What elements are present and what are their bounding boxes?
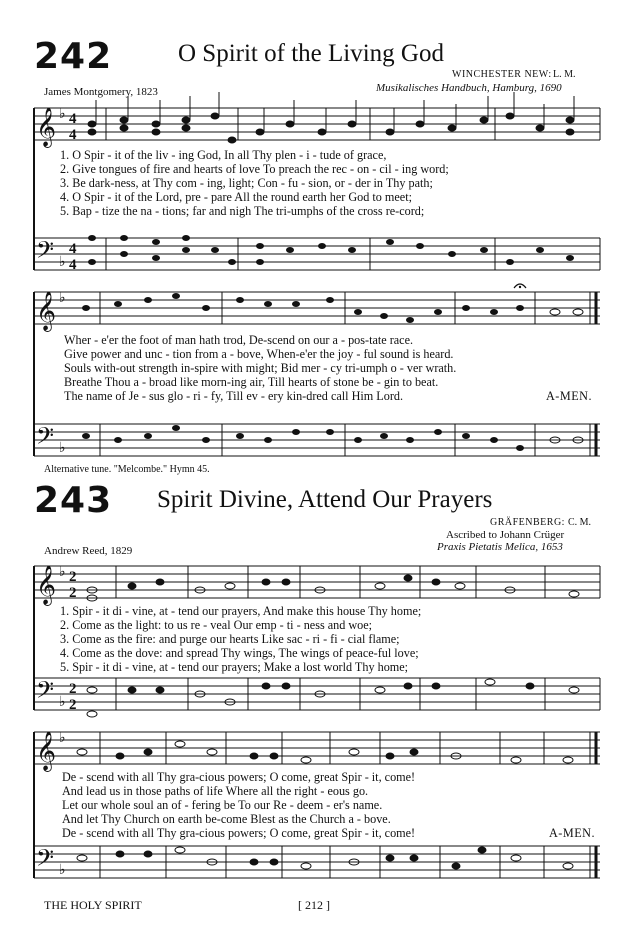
tune-source: Musikalisches Handbuch, Hamburg, 1690 [376, 82, 562, 94]
verse-line: De - scend with all Thy gra-cious powers; O come, great Spir - it, come! [62, 770, 416, 784]
verse-line: 2. Come as the light: to us re - veal Our emp - ti - ness and woe; [60, 618, 373, 632]
flat-icon: ♭ [59, 694, 66, 710]
flat-icon: ♭ [59, 862, 66, 878]
flat-icon: ♭ [59, 254, 66, 270]
svg-text:2: 2 [69, 697, 77, 713]
lyrics-243-system-1 [60, 604, 421, 674]
verse-line: 1. O Spir - it of the liv - ing God, In all Thy plen - i - tude of grace, [60, 148, 387, 162]
verse-line: Give power and unc - tion from a - bove, When-e'er the joy - ful sound is heard. [64, 347, 454, 361]
svg-text:4: 4 [69, 257, 77, 273]
svg-text:2: 2 [69, 569, 77, 585]
flat-icon: ♭ [59, 106, 66, 122]
tune-source: Praxis Pietatis Melica, 1653 [437, 541, 563, 553]
bass-clef-icon: 𝄢 [36, 676, 55, 709]
hymn-title: Spirit Divine, Attend Our Prayers [157, 486, 493, 513]
treble-clef-icon: 𝄞 [36, 291, 57, 331]
meter: C. M. [568, 517, 592, 528]
bass-clef-icon: 𝄢 [36, 844, 55, 877]
tune-name: WINCHESTER NEW: [452, 69, 552, 80]
treble-clef-icon: 𝄞 [36, 107, 57, 147]
hymn-number: 242 [34, 36, 113, 77]
hymn-number: 243 [34, 480, 113, 521]
svg-text:2: 2 [69, 585, 77, 601]
bass-clef-icon: 𝄢 [36, 236, 55, 269]
notes-243-1-treble [87, 575, 579, 601]
notes-243-1-bass [87, 679, 579, 717]
flat-icon: ♭ [59, 440, 66, 456]
flat-icon: ♭ [59, 730, 66, 746]
verse-line: 2. Give tongues of fire and hearts of love To preach the rec - on - cil - ing word; [60, 162, 449, 176]
verse-line: 5. Bap - tize the na - tions; far and nigh The tri-umphs of the cross re-cord; [60, 204, 425, 218]
verse-line: De - scend with all Thy gra-cious powers; O come, great Spir - it, come! [62, 826, 416, 840]
notes-243-2-treble [77, 741, 573, 763]
treble-clef-icon: 𝄞 [36, 565, 57, 605]
flat-icon: ♭ [59, 564, 66, 580]
verse-line: 3. Be dark-ness, at Thy com - ing, light; Con - fu - sion, or - der in Thy path; [60, 176, 433, 190]
amen: A-MEN. [549, 826, 595, 840]
hymn-author: Andrew Reed, 1829 [44, 545, 133, 557]
verse-line: The name of Je - sus glo - ri - fy, Till ev - ery kin-dred call Him Lord. [64, 389, 404, 403]
meter: L. M. [553, 69, 576, 80]
amen: A-MEN. [546, 389, 592, 403]
verse-line: Let our whole soul an of - fering be To our Re - deem - er's name. [62, 798, 383, 812]
verse-line: And lead us in those paths of life Where all the right - eous go. [62, 784, 369, 798]
verse-line: 1. Spir - it di - vine, at - tend our prayers, And make this house Thy home; [60, 604, 422, 618]
verse-line: 4. Come as the dove: and spread Thy wings, The wings of peace-ful love; [60, 646, 419, 660]
flat-icon: ♭ [59, 290, 66, 306]
page-number: [ 212 ] [298, 898, 330, 912]
svg-text:4: 4 [69, 127, 77, 143]
notes-243-2-bass [77, 847, 573, 869]
verse-line: Breathe Thou a - broad like morn-ing air, Till hearts of stone be - gin to beat. [64, 375, 439, 389]
verse-line: Souls with-out strength in-spire with might; Bid mer - cy tri-umph o - ver wrath. [64, 361, 457, 375]
verse-line: 4. O Spir - it of the Lord, pre - pare All the round earth her God to meet; [60, 190, 412, 204]
alternative-tune-note: Alternative tune. "Melcombe." Hymn 45. [44, 464, 210, 475]
svg-text:4: 4 [69, 111, 77, 127]
lyrics-243-system-2 [62, 770, 415, 840]
verse-line: 5. Spir - it di - vine, at - tend our prayers; Make a lost world Thy home; [60, 660, 409, 674]
hymn-author: James Montgomery, 1823 [44, 86, 158, 98]
bass-clef-icon: 𝄢 [36, 422, 55, 455]
hymn-title: O Spirit of the Living God [178, 40, 444, 67]
svg-text:4: 4 [69, 241, 77, 257]
treble-staff-243-1 [34, 566, 600, 598]
verse-line: 3. Come as the fire: and purge our hearts Like sac - ri - fi - cial flame; [60, 632, 400, 646]
bass-staff-243-1 [34, 678, 600, 710]
tune-name: GRÄFENBERG: [490, 517, 565, 528]
section-footer: THE HOLY SPIRIT [44, 898, 142, 912]
verse-line: Wher - e'er the foot of man hath trod, De-scend on our a - pos-tate race. [64, 333, 414, 347]
verse-line: And let Thy Church on earth be-come Blest as the Church a - bove. [62, 812, 391, 826]
svg-text:2: 2 [69, 681, 77, 697]
treble-clef-icon: 𝄞 [36, 731, 57, 771]
tune-attribution: Ascribed to Johann Crüger [446, 529, 565, 541]
